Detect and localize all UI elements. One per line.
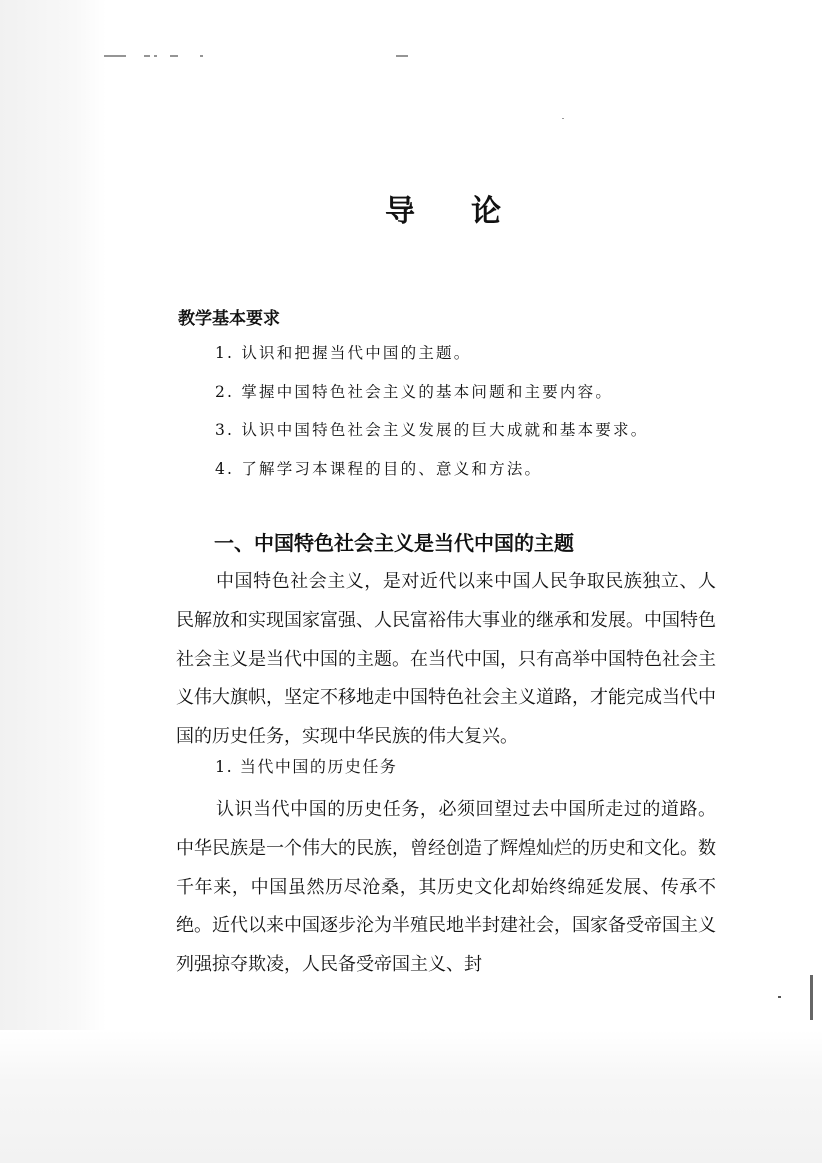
requirement-item: 2. 掌握中国特色社会主义的基本问题和主要内容。	[215, 382, 614, 401]
chapter-title-char: 论	[471, 194, 503, 229]
scan-marks-top	[104, 55, 424, 61]
body-paragraph: 认识当代中国的历史任务，必须回望过去中国所走过的道路。中华民族是一个伟大的民族，曾经创造了辉煌灿烂的历史和文化。数千年来，中国虽然历尽沧桑，其历史文化却始终绵延发展、传承不绝。近代以来中国逐步沦为半殖民地半封建社会，国家备受帝国主义列强掠夺欺凌，人民备受帝国主义、封	[176, 799, 716, 976]
requirement-item: 4. 了解学习本课程的目的、意义和方法。	[215, 459, 543, 478]
section-heading: 一、中国特色社会主义是当代中国的主题	[214, 531, 574, 555]
scan-edge-right	[810, 975, 813, 1020]
scan-speck	[562, 118, 564, 119]
chapter-title-char: 导	[385, 194, 417, 229]
subsection-heading: 1. 当代中国的历史任务	[215, 757, 398, 776]
requirements-list	[215, 341, 648, 495]
scan-shadow-left	[0, 0, 106, 1163]
requirement-item: 3. 认识中国特色社会主义发展的巨大成就和基本要求。	[215, 421, 649, 439]
scan-speck	[778, 996, 781, 998]
body-paragraph: 中国特色社会主义，是对近代以来中国人民争取民族独立、人民解放和实现国家富强、人民富裕伟大事业的继承和发展。中国特色社会主义是当代中国的主题。在当代中国，只有高举中国特色社会主义伟大旗帜，坚定不移地走中国特色社会主义道路，才能完成当代中国的历史任务，实现中华民族的伟大复兴。	[176, 571, 716, 748]
scan-shadow-bottom	[0, 1030, 822, 1163]
requirement-item: 1. 认识和把握当代中国的主题。	[215, 344, 472, 362]
requirements-heading: 教学基本要求	[178, 309, 280, 329]
